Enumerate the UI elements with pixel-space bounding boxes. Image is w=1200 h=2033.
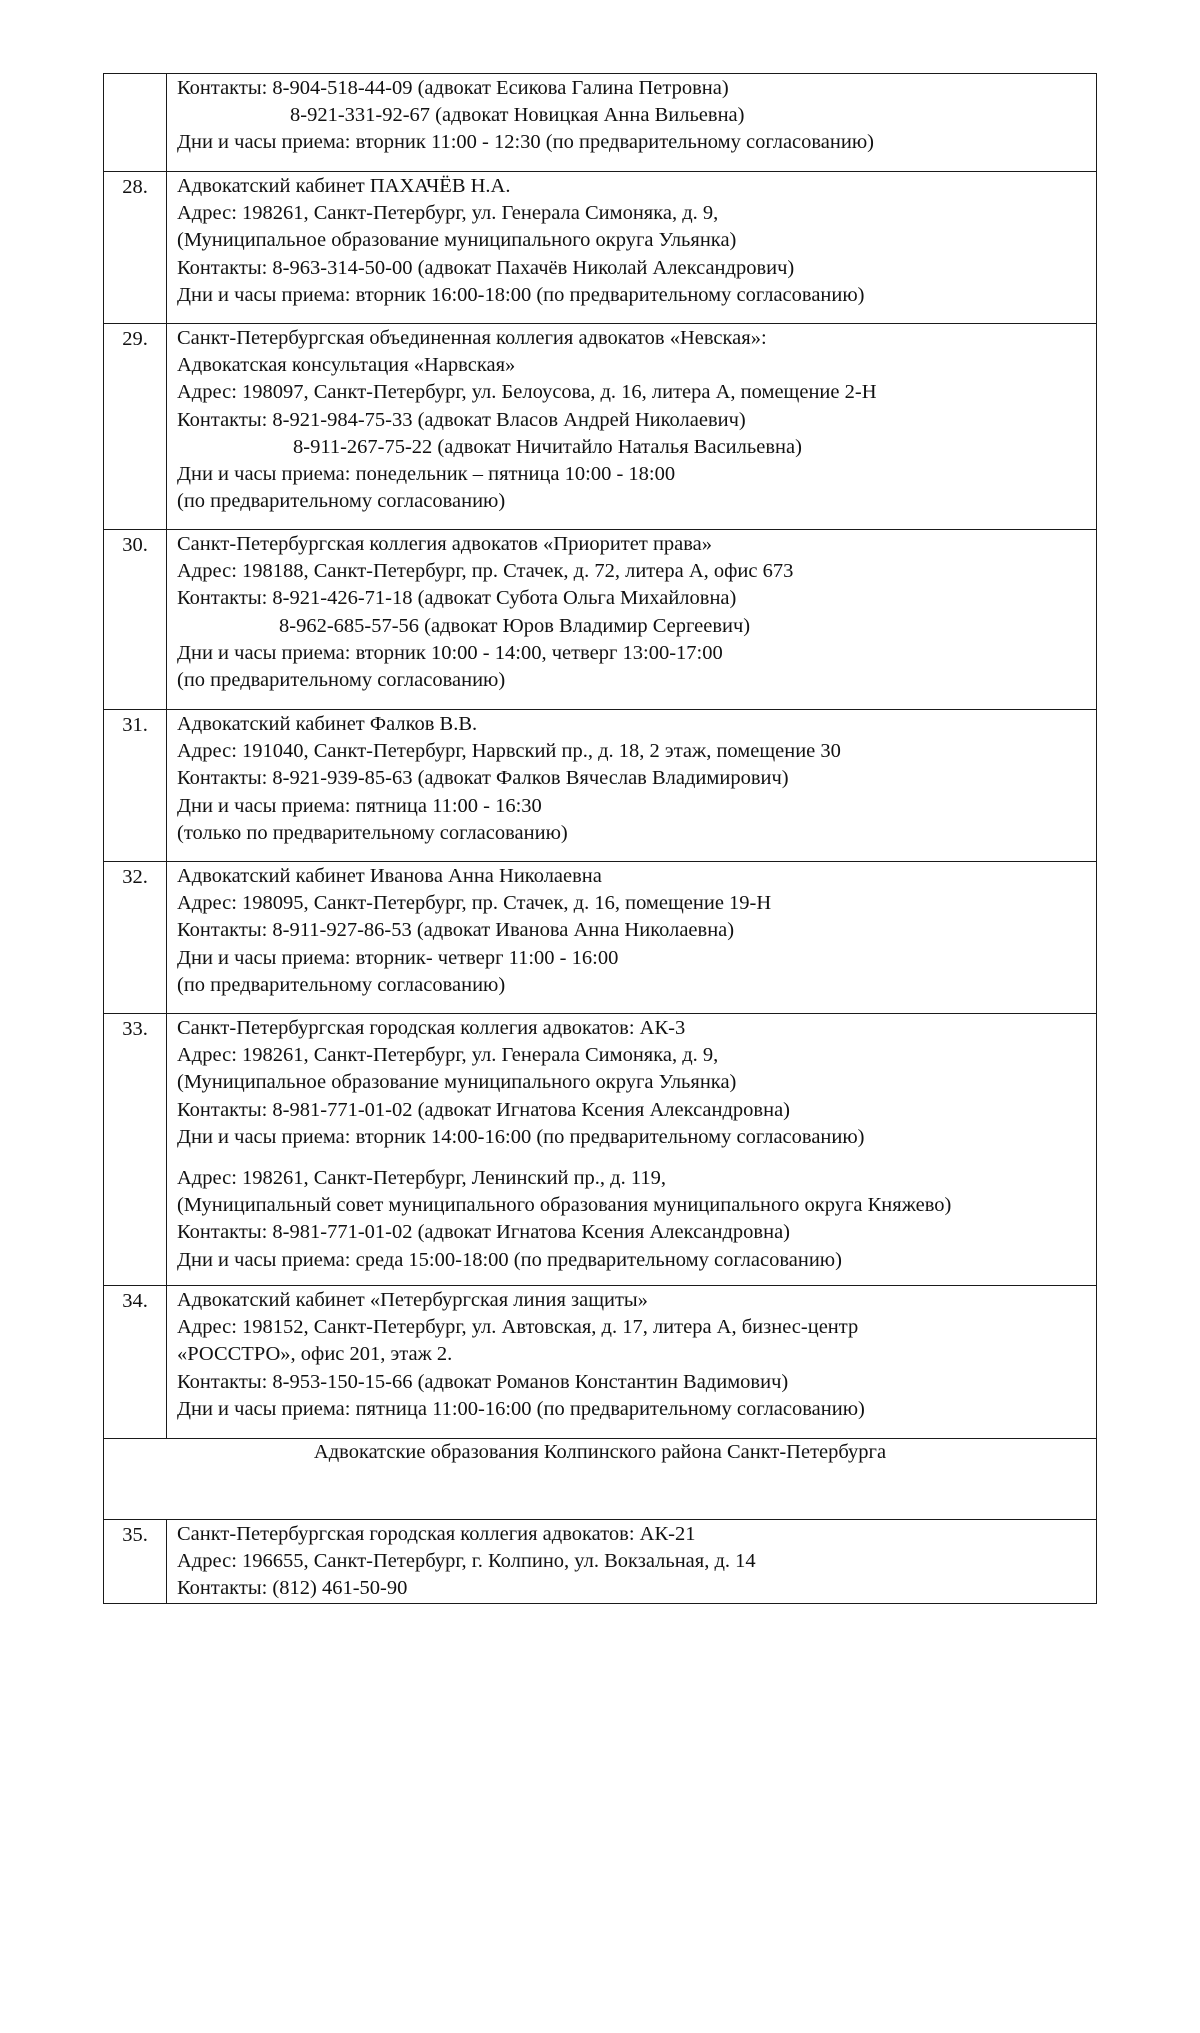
contact-line: 8-911-267-75-22 (адвокат Ничитайло Наталья Васильевна) — [293, 435, 802, 458]
address-line: Адрес: 196655, Санкт-Петербург, г. Колпино, ул. Вокзальная, д. 14 — [177, 1550, 756, 1573]
hours-line: (только по предварительному согласованию) — [177, 821, 568, 844]
organization-name: Адвокатская консультация «Нарвская» — [177, 354, 516, 377]
address-line: Адрес: 198261, Санкт-Петербург, Ленинский пр., д. 119, — [177, 1167, 666, 1190]
contact-line: 8-921-331-92-67 (адвокат Новицкая Анна Вильевна) — [290, 104, 745, 127]
contact-line: 8-962-685-57-56 (адвокат Юров Владимир Сергеевич) — [279, 614, 751, 637]
table-row — [104, 74, 1097, 172]
address-line: Адрес: 198261, Санкт-Петербург, ул. Генерала Симоняка, д. 9, — [177, 1044, 719, 1067]
hours-line: Дни и часы приема: вторник 16:00-18:00 (по предварительному согласованию) — [177, 283, 865, 306]
table-row — [104, 1286, 1097, 1439]
section-heading-row — [104, 1439, 1097, 1520]
hours-line: Дни и часы приема: пятница 11:00-16:00 (по предварительному согласованию) — [177, 1397, 865, 1420]
row-number: 35. — [104, 1520, 167, 1604]
table-row — [104, 862, 1097, 1014]
address-line: Адрес: 191040, Санкт-Петербург, Нарвский пр., д. 18, 2 этаж, помещение 30 — [177, 740, 841, 763]
address-line: (Муниципальное образование муниципального округа Ульянка) — [177, 229, 737, 252]
address-line: «РОССТРО», офис 201, этаж 2. — [177, 1343, 453, 1366]
row-number: 30. — [104, 530, 167, 710]
contact-line: Контакты: 8-953-150-15-66 (адвокат Романов Константин Вадимович) — [177, 1370, 789, 1393]
address-line: Адрес: 198095, Санкт-Петербург, пр. Стачек, д. 16, помещение 19-Н — [177, 892, 772, 915]
contact-line: Контакты: 8-921-984-75-33 (адвокат Власов Андрей Николаевич) — [177, 408, 746, 431]
contact-line: Контакты: (812) 461-50-90 — [177, 1577, 408, 1600]
table-row — [104, 530, 1097, 710]
table-row — [104, 710, 1097, 862]
hours-line: (по предварительному согласованию) — [177, 490, 506, 513]
contact-line: Контакты: 8-963-314-50-00 (адвокат Пахачёв Николай Александрович) — [177, 256, 795, 279]
hours-line: Дни и часы приема: вторник 10:00 - 14:00, четверг 13:00-17:00 — [177, 641, 723, 664]
hours-line: Дни и часы приема: пятница 11:00 - 16:30 — [177, 794, 542, 817]
row-content — [167, 74, 1097, 172]
row-content — [167, 862, 1097, 1014]
address-line: Адрес: 198261, Санкт-Петербург, ул. Генерала Симоняка, д. 9, — [177, 202, 719, 225]
organization-name: Адвокатский кабинет «Петербургская линия защиты» — [177, 1289, 648, 1311]
address-line: Адрес: 198188, Санкт-Петербург, пр. Стачек, д. 72, литера А, офис 673 — [177, 560, 794, 583]
contact-line: Контакты: 8-904-518-44-09 (адвокат Есикова Галина Петровна) — [177, 77, 729, 99]
row-number: 29. — [104, 324, 167, 530]
table-row — [104, 172, 1097, 324]
row-number: 28. — [104, 172, 167, 324]
contact-line: Контакты: 8-981-771-01-02 (адвокат Игнатова Ксения Александровна) — [177, 1098, 790, 1121]
contact-line: Контакты: 8-981-771-01-02 (адвокат Игнатова Ксения Александровна) — [177, 1221, 790, 1244]
row-number: 32. — [104, 862, 167, 1014]
address-line: Адрес: 198097, Санкт-Петербург, ул. Белоусова, д. 16, литера А, помещение 2-Н — [177, 381, 877, 404]
organization-name: Санкт-Петербургская коллегия адвокатов «Приоритет права» — [177, 533, 713, 555]
section-title: Адвокатские образования Колпинского района Санкт-Петербурга — [104, 1439, 1097, 1520]
row-number: 33. — [104, 1014, 167, 1286]
hours-line: (по предварительному согласованию) — [177, 669, 506, 692]
row-number: 34. — [104, 1286, 167, 1439]
organization-name: Адвокатский кабинет Иванова Анна Николаевна — [177, 865, 602, 887]
row-content — [167, 1014, 1097, 1286]
table-row — [104, 1014, 1097, 1286]
hours-line: Дни и часы приема: среда 15:00-18:00 (по предварительному согласованию) — [177, 1248, 842, 1271]
organization-name: Санкт-Петербургская городская коллегия адвокатов: АК-3 — [177, 1017, 686, 1039]
organization-name: Адвокатский кабинет Фалков В.В. — [177, 713, 478, 735]
table-row — [104, 1520, 1097, 1604]
table-row — [104, 324, 1097, 530]
hours-line: Дни и часы приема: вторник 14:00-16:00 (по предварительному согласованию) — [177, 1125, 865, 1148]
contact-line: Контакты: 8-921-426-71-18 (адвокат Субота Ольга Михайловна) — [177, 587, 737, 610]
hours-line: Дни и часы приема: вторник 11:00 - 12:30 (по предварительному согласованию) — [177, 131, 874, 154]
row-content — [167, 710, 1097, 862]
row-content — [167, 1520, 1097, 1604]
organization-name: Адвокатский кабинет ПАХАЧЁВ Н.А. — [177, 175, 511, 197]
row-number: 31. — [104, 710, 167, 862]
row-content — [167, 172, 1097, 324]
row-number — [104, 74, 167, 172]
hours-line: Дни и часы приема: вторник- четверг 11:00 - 16:00 — [177, 946, 619, 969]
contact-line: Контакты: 8-911-927-86-53 (адвокат Иванова Анна Николаевна) — [177, 919, 735, 942]
lawyers-table — [103, 73, 1097, 1604]
address-line: (Муниципальный совет муниципального образования муниципального округа Княжево) — [177, 1194, 952, 1217]
organization-name: Санкт-Петербургская городская коллегия адвокатов: АК-21 — [177, 1523, 696, 1545]
address-line: Адрес: 198152, Санкт-Петербург, ул. Автовская, д. 17, литера А, бизнес-центр — [177, 1316, 859, 1339]
address-line: (Муниципальное образование муниципального округа Ульянка) — [177, 1071, 737, 1094]
row-content — [167, 530, 1097, 710]
row-content — [167, 1286, 1097, 1439]
hours-line: (по предварительному согласованию) — [177, 973, 506, 996]
paragraph-gap — [177, 1151, 1092, 1165]
organization-name: Санкт-Петербургская объединенная коллегия адвокатов «Невская»: — [177, 327, 767, 349]
hours-line: Дни и часы приема: понедельник – пятница 10:00 - 18:00 — [177, 463, 676, 486]
row-content — [167, 324, 1097, 530]
contact-line: Контакты: 8-921-939-85-63 (адвокат Фалков Вячеслав Владимирович) — [177, 767, 789, 790]
